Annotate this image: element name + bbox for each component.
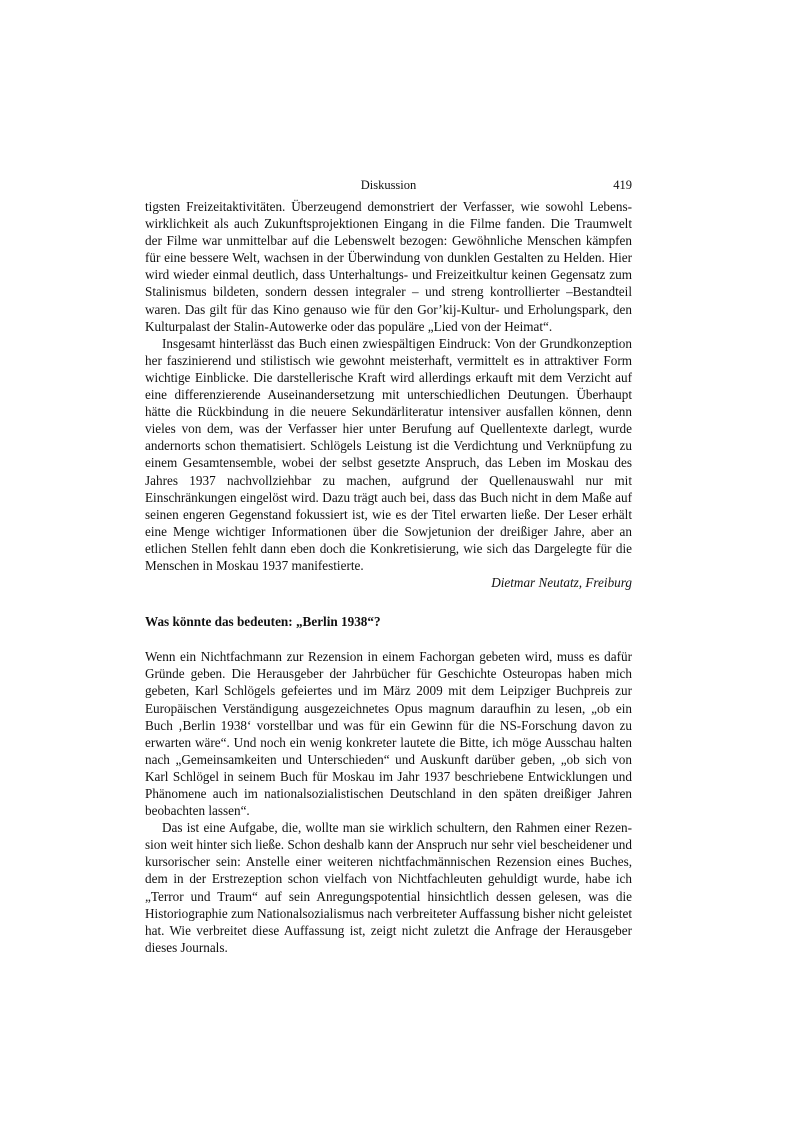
section-heading: Was könnte das bedeuten: „Berlin 1938“? — [145, 614, 381, 630]
paragraph: tigsten Freizeitaktivitäten. Überzeugend demonstriert der Verfasser, wie sowohl Lebenswirklichkeit als auch Zukunftsprojektionen Eingang in die Filme fanden. Die Traumwelt der Filme war unmittelbar auf die Lebenswelt bezogen: Gewöhnliche Menschen kämpfen für eine bessere Welt, wachsen in der Überwindung von dunklen Gestalten zu Helden. Hier wird wieder einmal deutlich, dass Unterhaltungs- und Freizeitkultur keinen Gegensatz zum Stalinismus bildeten, sondern dessen integraler – und streng kontrollierter –Bestandteil waren. Das gilt für das Kino genauso wie für den Gor’kij-Kultur- und Erholungspark, den Kulturpalast der Stalin-Autowerke oder das populäre „Lied von der Heimat“. — [145, 199, 632, 334]
paragraph: Wenn ein Nichtfachmann zur Rezension in einem Fachorgan gebeten wird, muss es dafür Gründe geben. Die Herausgeber der Jahrbücher für Geschichte Osteuropas haben mich gebeten, Karl Schlögels gefeiertes und im März 2009 mit dem Leipziger Buchpreis zur Europäischen Verständigung ausgezeichnetes Opus magnum daraufhin zu lesen, „ob ein Buch ‚Berlin 1938‘ vorstellbar und was für ein Gewinn für die NS-Forschung davon zu erwarten wäre“. Und noch ein wenig konkreter lautete die Bitte, ich möge Ausschau halten nach „Gemeinsamkeiten und Unterschieden“ und Auskunft darüber geben, „ob sich von Karl Schlögel in seinem Buch für Moskau im Jahr 1937 beschriebene Entwicklungen und Phänomene auch im nationalsozialistischen Deutschland in den späten dreißiger Jahren beobachten lassen“. — [145, 649, 632, 819]
paragraph: Das ist eine Aufgabe, die, wollte man sie wirklich schultern, den Rahmen einer Rezension weit hinter sich ließe. Schon deshalb kann der Anspruch nur sehr viel bescheidener und kursorischer sein: Anstelle einer weiteren nichtfachmännischen Rezension eines Buches, dem in der Erstrezeption schon vielfach von Nichtfachleuten gehuldigt wurde, habe ich „Terror und Traum“ auf sein Anregungspotential hinsichtlich dessen gelesen, was die Historiographie zum Nationalsozialismus nach verbreiteter Auffassung bisher nicht geleistet hat. Wie verbreitet diese Auffassung ist, zeigt nicht zuletzt die Anfrage der Herausgeber dieses Journals. — [145, 820, 632, 955]
author-signature: Dietmar Neutatz, Freiburg — [491, 575, 632, 591]
running-title: Diskussion — [360, 178, 417, 192]
paragraph: Insgesamt hinterlässt das Buch einen zwiespältigen Eindruck: Von der Grundkonzeption her faszinierend und stilistisch wie gewohnt meisterhaft, vermittelt es in attraktiver Form wichtige Einblicke. Die darstellerische Kraft wird allerdings erkauft mit dem Verzicht auf eine differenzierende Auseinandersetzung mit unterschiedlichen Deutungen. Überhaupt hätte die Rückbindung in die neuere Sekundärliteratur intensiver ausfallen können, denn vieles von dem, was der Verfasser hier unter Berufung auf Quellentexte darlegt, wurde andernorts schon thematisiert. Schlögels Leistung ist die Verdichtung und Verknüpfung zu einem Gesamtensemble, wobei der selbst gesetzte Anspruch, das Leben im Moskau des Jahres 1937 nachvollziehbar zu machen, aufgrund der Quellenauswahl nur mit Einschränkungen eingelöst wird. Dazu trägt auch bei, dass das Buch nicht in dem Maße auf seinen engeren Gegenstand fokussiert ist, wie es der Titel erwarten ließe. Der Leser erhält eine Menge wichtiger Informationen über die Sowjetunion der dreißiger Jahre, aber an etlichen Stellen fehlt dann eben doch die Konkretisierung, wie sich das Dargelegte für die Menschen in Moskau 1937 manifestierte. — [145, 335, 632, 573]
review-body-second — [145, 648, 632, 956]
review-body-neutatz — [145, 198, 632, 574]
running-header — [145, 178, 632, 198]
document-page — [145, 178, 632, 956]
page-number: 419 — [613, 178, 632, 192]
